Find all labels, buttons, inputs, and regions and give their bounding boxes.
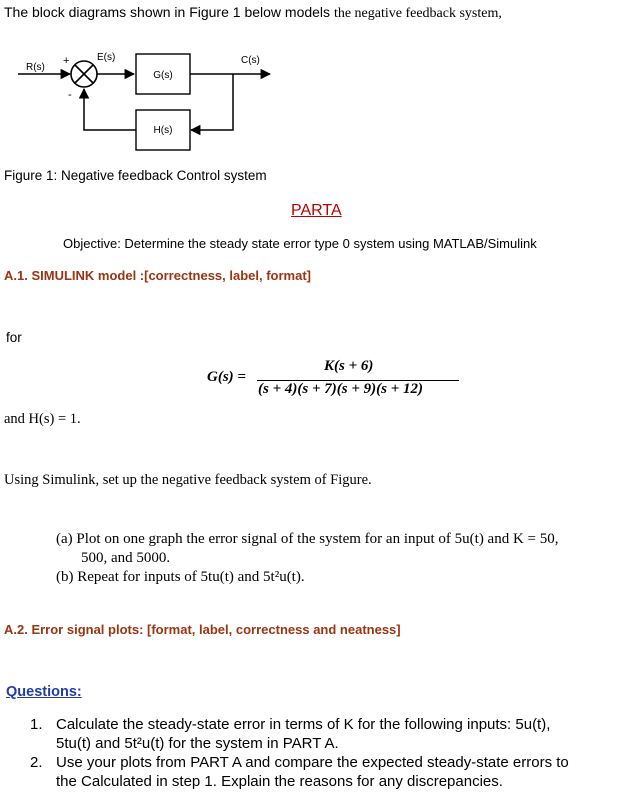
- minus-sign: -: [68, 89, 72, 101]
- part-a-line2: 500, and 5000.: [81, 550, 171, 566]
- feedback-block-label: H(s): [153, 125, 173, 136]
- for-text: for: [6, 330, 22, 345]
- feedback-line-return: [84, 89, 136, 130]
- equation-denominator: (s + 4)(s + 7)(s + 9)(s + 12): [258, 381, 423, 397]
- section-a2-heading: A.2. Error signal plots: [format, label, correctness and neatness]: [4, 622, 401, 637]
- part-a-line1: (a) Plot on one graph the error signal of the system for an input of 5u(t) and K = 50,: [56, 531, 559, 547]
- question-number: 2.: [30, 754, 43, 771]
- summing-junction: [71, 61, 97, 87]
- feedback-line-out: [191, 74, 233, 130]
- part-b-line: (b) Repeat for inputs of 5tu(t) and 5t²u(t).: [56, 569, 305, 585]
- section-a1-heading: A.1. SIMULINK model :[correctness, label, format]: [4, 268, 312, 283]
- question-number: 1.: [30, 716, 43, 733]
- question-line: the Calculated in step 1. Explain the reasons for any discrepancies.: [56, 773, 503, 790]
- task-parts: [56, 530, 626, 587]
- question-line: Calculate the steady-state error in terms of K for the following inputs: 5u(t),: [56, 716, 551, 733]
- questions-title: Questions:: [6, 684, 82, 700]
- parta-title: PARTA: [291, 202, 342, 219]
- equation-numerator: K(s + 6): [324, 358, 374, 374]
- intro-text-start: The block diagrams shown in Figure 1 below models: [4, 4, 331, 20]
- intro-text-end: the negative feedback system,: [333, 6, 502, 21]
- forward-block-label: G(s): [153, 70, 173, 81]
- questions-list: [30, 715, 630, 791]
- input-label: R(s): [26, 62, 45, 73]
- equation-lhs: G(s) =: [207, 369, 246, 385]
- objective-text: Objective: Determine the steady state error type 0 system using MATLAB/Simulink: [63, 236, 537, 251]
- question-line: 5tu(t) and 5t²u(t) for the system in PART A.: [56, 735, 339, 752]
- output-label: C(s): [241, 55, 260, 66]
- question-item: [30, 753, 630, 791]
- plus-sign: +: [63, 55, 70, 67]
- question-line: Use your plots from PART A and compare the expected steady-state errors to: [56, 754, 569, 771]
- figure-caption: Figure 1: Negative feedback Control system: [4, 168, 267, 183]
- error-label: E(s): [97, 52, 116, 63]
- question-item: [30, 715, 630, 753]
- feedback-definition: and H(s) = 1.: [4, 411, 81, 427]
- simulink-instruction: Using Simulink, set up the negative feedback system of Figure.: [4, 472, 372, 488]
- block-diagram: [0, 0, 631, 160]
